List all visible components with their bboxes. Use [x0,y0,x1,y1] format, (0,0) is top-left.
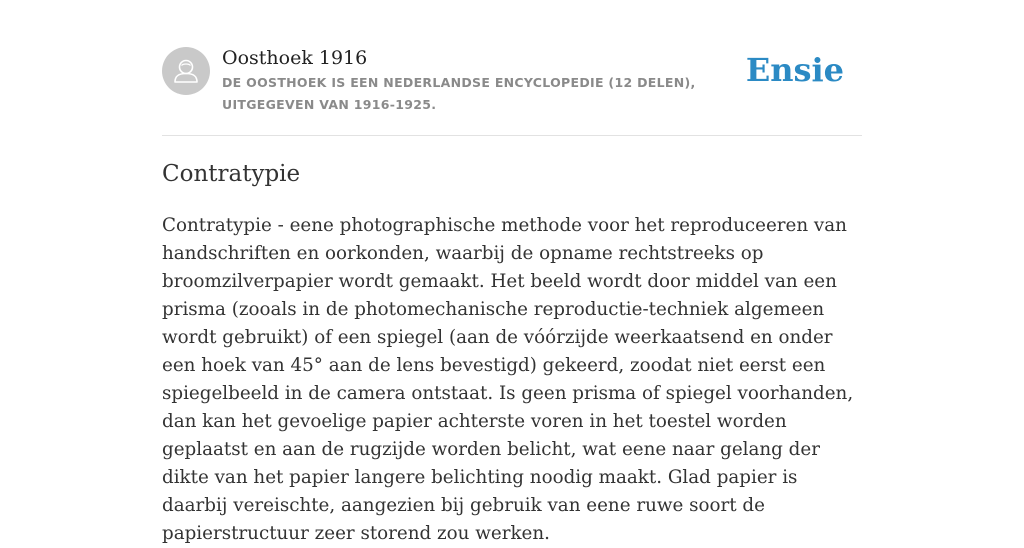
source-title[interactable]: Oosthoek 1916 [222,47,368,69]
brand-logo[interactable]: Ensie [745,51,844,89]
article-title: Contratypie [162,161,301,187]
source-header [162,46,862,116]
user-icon [162,47,210,95]
source-description: DE OOSTHOEK IS EEN NEDERLANDSE ENCYCLOPEDIE (12 DELEN), UITGEGEVEN VAN 1916-1925. [222,75,696,112]
divider [162,135,862,136]
avatar[interactable] [162,47,210,95]
article-body: Contratypie - eene photographische methode voor het reproduceeren van handschriften en oorkonden, waarbij de opname rechtstreeks op broomzilverpapier wordt gemaakt. Het beeld wordt door middel van een prisma (zooals in de photomechanische reproductie-techniek algemeen wordt gebruikt) of een spiegel (aan de vóórzijde weerkaatsend en onder een hoek van 45° aan de lens bevestigd) gekeerd, zoodat niet eerst een spiegelbeeld in de camera ontstaat. Is geen prisma of spiegel voorhanden, dan kan het gevoelige papier achterste voren in het toestel worden geplaatst en aan de rugzijde worden belicht, wat eene naar gelang der dikte van het papier langere belichting noodig maakt. Glad papier is daarbij vereischte, aangezien bij gebruik van eene ruwe soort de papierstructuur zeer storend zou werken. [162,215,854,544]
